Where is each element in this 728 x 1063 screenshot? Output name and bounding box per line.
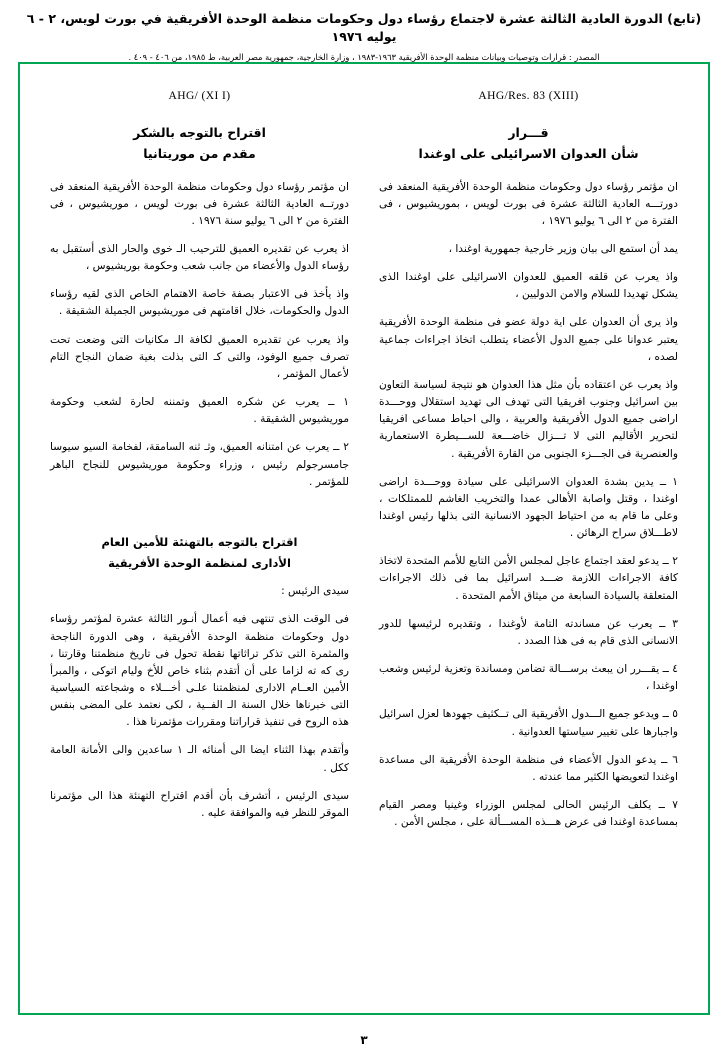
resolution-title-right — [379, 122, 678, 165]
document-code-left: AHG/ (XI I) — [168, 90, 231, 102]
paragraph: واذ يعرب عن قلقه العميق للعدوان الاسرائيلى على اوغندا الذى يشكل تهديدا للسلام والامن الدوليين ، — [379, 271, 678, 301]
two-column-layout — [50, 90, 678, 1001]
paragraph: اذ يعرب عن تقديره العميق للترحيب الـ خوى والحار الذى أستقبل به رؤساء الدول والأعضاء من جانب شعب وحكومة بوريشيوس ، — [50, 242, 349, 273]
proposal-title-left — [50, 122, 349, 165]
header-title: (تابع) الدورة العادية الثالثة عشرة لاجتماع رؤساء دول وحكومات منظمة الوحدة الأفريقية في بورت لويس، ٢ - ٦ يوليه ١٩٧٦ — [26, 11, 702, 45]
page-header — [0, 0, 728, 68]
paragraph: ٢ ــ يدعو لعقد اجتماع عاجل لمجلس الأمن التابع للأمم المتحدة لاتخاذ كافة الاجراءات اللازمة ضـــد اسرائيل بما فى ذلك الاجراءات المتعلقة بالسيادة السابعة من ميثاق الأمم المتحدة . — [379, 555, 678, 602]
section-subheading-line-1: اقتراح بالتوجه بالتهنئة للأمين العام — [101, 534, 298, 549]
column-left — [50, 90, 349, 1001]
paragraph: ٥ ــ ويدعو جميع الـــدول الأفريقية الى تــكثيف جهودها لعزل اسرائيل واجبارها على تغيير سياستها العدوانية . — [379, 708, 678, 738]
paragraph: واذ يأخذ فى الاعتبار بصفة خاصة الاهتمام الخاص الذى لقيه رؤساء الدول والحكومات، خلال اقامتهم فى موريشيوس الجميلة الشقيقة . — [50, 288, 349, 318]
column-right — [379, 90, 678, 1001]
resolution-title-line-2: شأن العدوان الاسرائيلى على اوغندا — [418, 146, 639, 162]
paragraph: ١ ــ يعرب عن شكره العميق وتمننه لحارة لشعب وحكومة موريشيوس الشقيقة . — [50, 396, 349, 426]
paragraph: سيدى الرئيس ، أتشرف بأن أقدم اقتراح التهنئة هذا الى مؤتمرنا الموقر للنظر فيه والموافقة عليه . — [50, 789, 349, 819]
paragraph: ٢ ــ يعرب عن امتنانه العميق، وثـ ثنه السامقة، لفخامة السيو سيوسا جامسرجولم رئيس ، وزراء وحكومة موريشيوس للنجاح الباهر للمؤتمر . — [50, 441, 349, 488]
paragraph: ان مؤتمر رؤساء دول وحكومات منظمة الوحدة الأفريقية المنعقد فى دورتـــه العادية الثالثة عشرة فى بورت لويس ، بموريشيوس ، فى الفترة من ٢ الى ٦ يوليو ١٩٧٦ ، — [379, 180, 678, 227]
section-subheading — [50, 532, 349, 573]
paragraph: ٤ ــ يقـــرر ان يبعث برســـالة تضامن ومساندة وتعزية لرئيس وشعب اوغندا ، — [379, 663, 678, 693]
document-code-right: AHG/Res. 83 (XIII) — [478, 90, 579, 102]
content-frame-inner — [20, 64, 708, 1013]
paragraph: يمد أن استمع الى بيان وزير خارجية جمهورية اوغندا ، — [448, 242, 678, 255]
page-number: ٣ — [360, 1033, 368, 1047]
proposal-title-line-1: اقتراح بالتوجه بالشكر — [133, 125, 266, 140]
paragraph: ٣ ــ يعرب عن مساندته التامة لأوغندا ، وتقديره لرئيسها للدور الانسانى الذى قام به فى هذا الصدد . — [379, 617, 678, 647]
paragraph: ١ ــ يدين بشدة العدوان الاسرائيلى على سيادة ووحـــدة اراضى اوغندا ، وقتل واصابة الأهالى عمدا والتخريب الغاشم للممتلكات ، وعلى ما قام به من احتياط الجهود الانسانية التى بذلها رئيس اوغندا لاطـــلاق سراح الرهائن . — [379, 475, 678, 540]
resolution-title-line-1: قـــرار — [508, 125, 549, 140]
paragraph: فى الوقت الذى تنتهى فيه أعمال أنـور الثالثة عشرة لمؤتمر رؤساء دول وحكومات منظمة الوحدة الأفريقية ، وهى الدورة الناجحة والمثمرة التى تذكر تراثاتها نقطة تحول فى تاريخ منظمتنا وقارتنا ، رى كه ته لزاما على أن أتقدم بثناء خاص للأخ وليام اتوكى ، والمبرأ الأمين العــام الادارى لمنظمتنا علـى أخـــلاء ه وشجاعته السياسية التى خبرناها خلال السنة الـ الفــية ، لكى نعتمد على المضى بنفس هذه الروح فى تنفيذ قراراتنا ومقررات مؤتمرنا هذا . — [50, 613, 349, 729]
paragraph: ان مؤتمر رؤساء دول وحكومات منظمة الوحدة الأفريقية المنعقد فى دورتــه العادية الثالثة عشرة فى بورت لويس ، موريشيوس ، فى الفترة من ٢ الى ٦ يوليو سنة ١٩٧٦ . — [50, 180, 349, 227]
paragraph: سيدى الرئيس : — [281, 585, 349, 598]
paragraph: واذ يعرب عن تقديره العميق لكافة الـ مكانيات التى وضعت تحت تصرف جميع الوفود، والتى كـ التى بذلت بغية ضمان النجاح التام لأعمال المؤتمر ، — [50, 333, 349, 380]
paragraph: وأتقدم بهذا الثناء ايضا الى أمنائه الـ ١ ساعدين والى الأمانة العامة ككل . — [50, 744, 350, 774]
paragraph: واذ يعرب عن اعتقاده بأن مثل هذا العدوان هو نتيجة لسياسة التعاون بين اسرائيل وجنوب افريقيا التى تهدف الى تهديد استقلال ووحـــدة اراضى جميع الدول الأفريقية والعربية ، والى احباط مساعى افريقيا لتحرير الأقاليم التى لا تـــزال خاضـــعة للســـيطرة الاستعمارية والعنصرية فى الجـــزء الجنوبى من القارة الأفريقية . — [379, 378, 678, 460]
section-subheading-line-2: الأدارى لمنظمة الوحدة الأفريقية — [108, 555, 291, 570]
paragraph: واذ يرى أن العدوان على اية دولة عضو فى منظمة الوحدة الأفريقية يعتبر عدوانا على جميع الدول الأعضاء يتطلب اتخاذ اجراءات جماعية لصده ، — [379, 316, 678, 363]
header-source: المصدر : قرارات وتوصيات وبيانات منظمة الوحدة الأفريقية ١٩٦٣-١٩٨٣ ، وزارة الخارجية، جمهورية مصر العربية، ط ١٩٨٥، من ٤٠٦ - ٤٠٩ . — [128, 52, 600, 63]
paragraph: ٦ ــ يدعو الدول الأعضاء فى منظمة الوحدة الأفريقية الى مساعدة اوغندا لتعويضها الكثير مما عندته . — [379, 753, 678, 783]
paragraph: ٧ ــ يكلف الرئيس الحالى لمجلس الوزراء وغينيا ومصر القيام بمساعدة اوغندا فى عرض هـــذه المســـألة على ، مجلس الأمن . — [379, 799, 678, 829]
proposal-title-line-2: مقدم من موريتانيا — [143, 146, 256, 162]
content-frame — [18, 62, 710, 1015]
